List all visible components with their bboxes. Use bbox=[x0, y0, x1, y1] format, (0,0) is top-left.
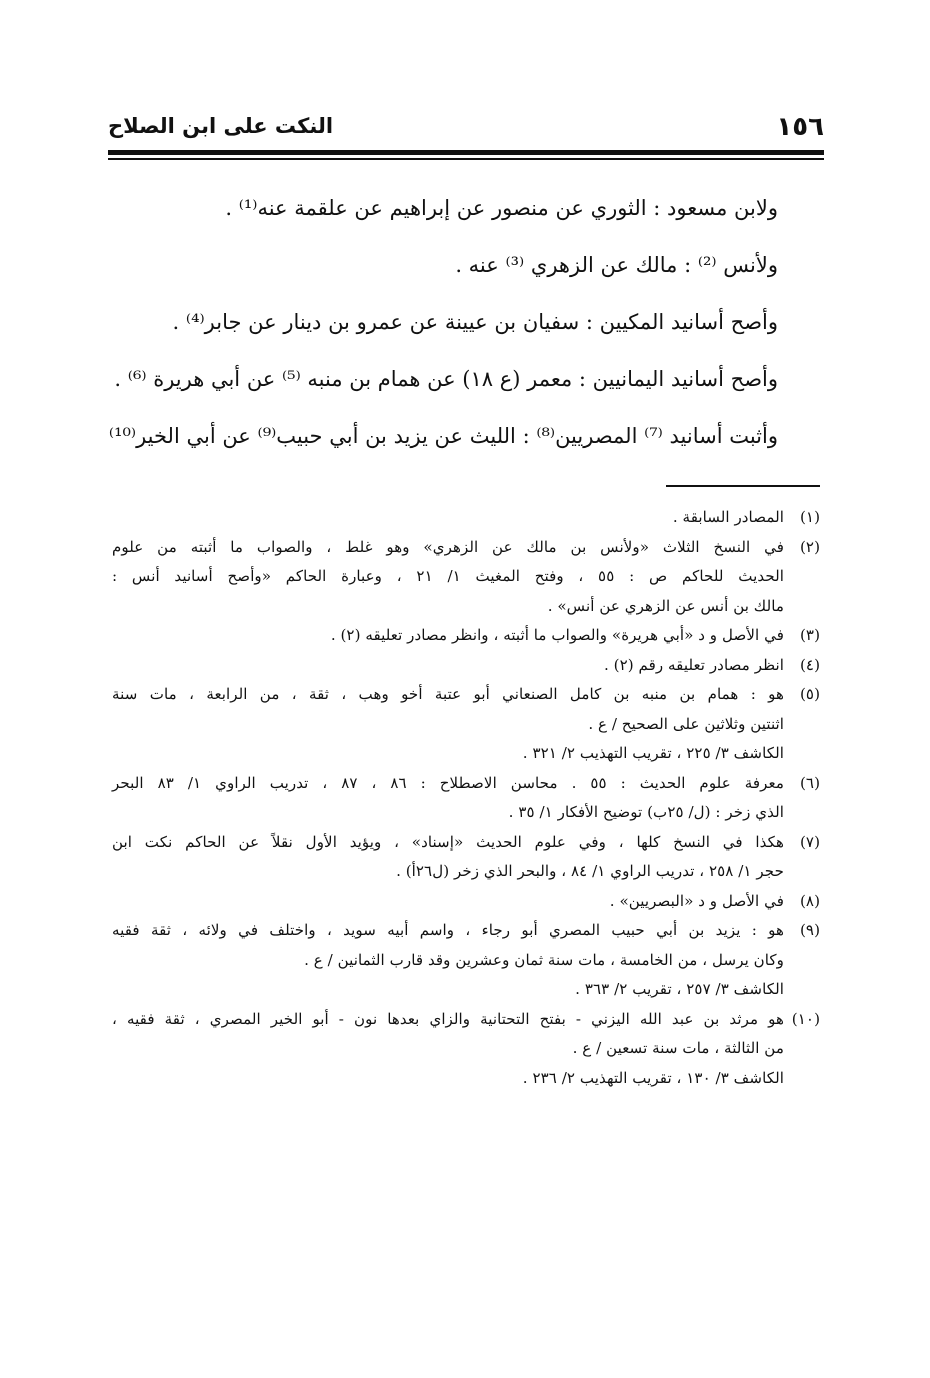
header-rule-thick bbox=[108, 150, 824, 155]
book-title: النكت على ابن الصلاح bbox=[108, 114, 334, 138]
footnote-number: (٩) bbox=[799, 921, 820, 939]
main-line: وأصح أسانيد اليمانيين : معمر (ع ١٨) عن همام بن منبه ⁽⁵⁾ عن أبي هريرة ⁽⁶⁾ . bbox=[114, 367, 778, 391]
footnote-line: في الأصل و د «أبي هريرة» والصواب ما أثبته ، وانظر مصادر تعليقه (٢) . bbox=[330, 626, 784, 644]
footnote-line: الكاشف ٣/ ١٣٠ ، تقريب التهذيب ٢/ ٢٣٦ . bbox=[522, 1068, 784, 1087]
footnote-line: هو : يزيد بن أبي حبيب المصري أبو رجاء ، واسم أبيه سويد ، واختلف في ولائه ، ثقة فقيه bbox=[112, 921, 784, 939]
footnote-line: هكذا في النسخ كلها ، وفي علوم الحديث «إسناد» ، ويؤيد الأول نقلاً عن الحاكم نكت ابن bbox=[112, 832, 784, 851]
footnote-number: (١) bbox=[799, 508, 820, 526]
footnote-7 bbox=[112, 828, 820, 887]
footnote-line: المصادر السابقة . bbox=[672, 508, 784, 526]
footnote-line: انظر مصادر تعليقه رقم (٢) . bbox=[603, 655, 784, 674]
main-line: وأصح أسانيد المكيين : سفيان بن عيينة عن عمرو بن دينار عن جابر⁽⁴⁾ . bbox=[172, 310, 778, 334]
footnote-line: مالك بن أنس عن الزهري عن أنس» . bbox=[547, 596, 784, 615]
footnote-5 bbox=[112, 680, 820, 769]
footnote-line: الحديث للحاكم ص : ٥٥ ، وفتح المغيث ١/ ٢١ ، وعبارة الحاكم «وأصح أسانيد أنس : bbox=[112, 567, 784, 585]
footnote-separator bbox=[666, 485, 820, 487]
footnote-line: معرفة علوم الحديث : ٥٥ . محاسن الاصطلاح : ٨٦ ، ٨٧ ، تدريب الراوي ١/ ٨٣ البحر bbox=[112, 773, 784, 792]
footnotes bbox=[112, 503, 820, 1093]
footnote-number: (٢) bbox=[799, 537, 820, 556]
footnote-line: في الأصل و د «البصريين» . bbox=[609, 891, 784, 910]
footnote-10 bbox=[112, 1005, 820, 1094]
footnote-6 bbox=[112, 769, 820, 828]
footnote-number: (٤) bbox=[799, 655, 820, 674]
footnote-number: (٥) bbox=[799, 685, 820, 703]
main-line: ولأنس ⁽²⁾ : مالك عن الزهري ⁽³⁾ عنه . bbox=[455, 253, 778, 277]
footnote-number: (٨) bbox=[799, 891, 820, 910]
footnote-9 bbox=[112, 916, 820, 1005]
footnote-line: هو مرثد بن عبد الله اليزني - بفتح التحتانية والزاي بعدها نون - أبو الخير المصري ، ثقة فقيه ، bbox=[112, 1009, 784, 1028]
footnote-8 bbox=[112, 887, 820, 917]
footnote-line: حجر ١/ ٢٥٨ ، تدريب الراوي ١/ ٨٤ ، والبحر الذي زخر (ل٢٦أ) . bbox=[396, 862, 784, 880]
footnote-line: الكاشف ٣/ ٢٢٥ ، تقريب التهذيب ٢/ ٣٢١ . bbox=[522, 744, 784, 762]
footnote-line: اثنتين وثلاثين على الصحيح / ع . bbox=[588, 714, 784, 733]
main-text bbox=[108, 180, 778, 465]
footnote-3 bbox=[112, 621, 820, 651]
main-line: ولابن مسعود : الثوري عن منصور عن إبراهيم عن علقمة عنه⁽¹⁾ . bbox=[225, 196, 778, 220]
main-line: وأثبت أسانيد ⁽⁷⁾ المصريين⁽⁸⁾ : الليث عن يزيد بن أبي حبيب⁽⁹⁾ عن أبي الخير⁽¹⁰⁾ bbox=[108, 424, 778, 448]
footnote-line: هو : همام بن منبه بن كامل الصنعاني أبو عتبة أخو وهب ، ثقة ، من الرابعة ، مات سنة bbox=[112, 685, 784, 703]
page-number: ١٥٦ bbox=[776, 112, 824, 142]
footnote-number: (١٠) bbox=[791, 1009, 820, 1028]
page-header bbox=[108, 112, 824, 152]
header-rule-thin bbox=[108, 158, 824, 160]
footnote-number: (٦) bbox=[799, 773, 820, 792]
footnote-number: (٧) bbox=[799, 832, 820, 851]
footnote-line: في النسخ الثلاث «ولأنس بن مالك عن الزهري» وهو غلط ، والصواب ما أثبته من علوم bbox=[112, 537, 784, 556]
footnote-4 bbox=[112, 651, 820, 681]
footnote-line: من الثالثة ، مات سنة تسعين / ع . bbox=[572, 1039, 784, 1057]
footnote-1 bbox=[112, 503, 820, 533]
footnote-line: الذي زخر : (ل/ ٢٥ب) توضيح الأفكار ١/ ٣٥ . bbox=[508, 803, 784, 821]
footnote-number: (٣) bbox=[799, 626, 820, 644]
footnote-2 bbox=[112, 533, 820, 622]
footnote-line: الكاشف ٣/ ٢٥٧ ، تقريب ٢/ ٣٦٣ . bbox=[575, 980, 784, 998]
footnote-line: وكان يرسل ، من الخامسة ، مات سنة ثمان وعشرين وقد قارب الثمانين / ع . bbox=[304, 950, 784, 969]
